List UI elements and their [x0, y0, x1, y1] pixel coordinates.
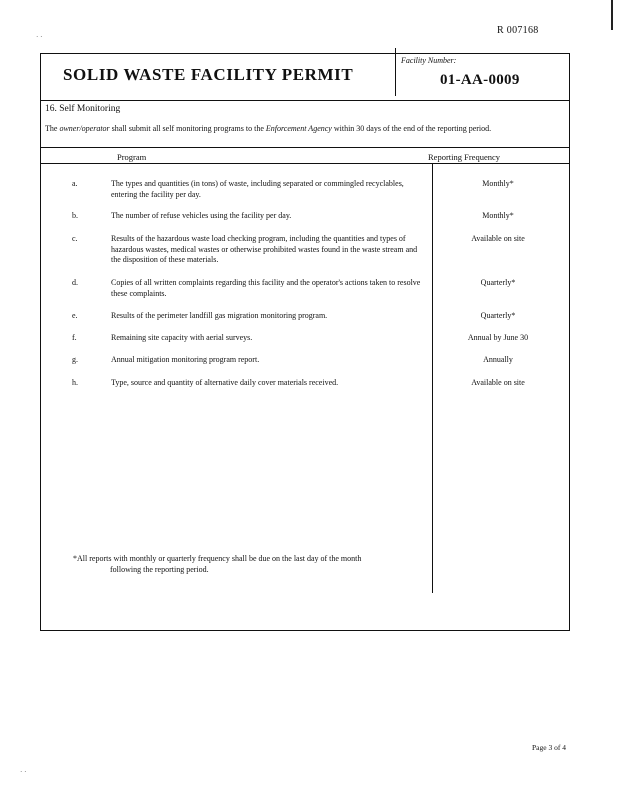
row-letter: b. — [72, 211, 78, 220]
row-program: The types and quantities (in tons) of waste, including separated or commingled recyclables, entering the facility per day. — [111, 179, 404, 199]
facility-number-label: Facility Number: — [401, 56, 457, 65]
row-frequency: Available on site — [471, 234, 525, 243]
scan-speck: · · — [36, 33, 43, 41]
row-program: Type, source and quantity of alternative daily cover materials received. — [111, 378, 339, 387]
row-program: Annual mitigation monitoring program report. — [111, 355, 260, 364]
page-number: Page 3 of 4 — [532, 743, 566, 752]
row-frequency: Quarterly* — [480, 311, 516, 320]
row-program: Results of the hazardous waste load checking program, including the quantities and types of hazardous wastes, medical wastes or otherwise prohibited wastes found in the waste stream and the disposition of these materials. — [111, 234, 418, 264]
row-letter: e. — [72, 311, 78, 320]
row-letter: c. — [72, 234, 78, 243]
row-frequency: Available on site — [471, 378, 525, 387]
page-title: SOLID WASTE FACILITY PERMIT — [63, 65, 354, 84]
footnote-line-1: *All reports with monthly or quarterly frequency shall be due on the last day of the month — [73, 554, 362, 563]
row-frequency: Monthly* — [482, 179, 514, 188]
row-program: Copies of all written complaints regarding this facility and the operator's actions taken to resolve these complaints. — [111, 278, 421, 298]
row-letter: d. — [72, 278, 78, 287]
column-header-frequency: Reporting Frequency — [428, 152, 500, 162]
footnote — [73, 553, 433, 575]
frame-right-border — [569, 101, 570, 631]
row-letter: g. — [72, 355, 78, 364]
intro-paragraph: The owner/operator shall submit all self monitoring programs to the Enforcement Agency within 30 days of the end of the reporting period. — [45, 124, 492, 133]
scan-edge-mark — [611, 0, 613, 30]
frame-bottom-border — [40, 630, 570, 631]
section-title: 16. Self Monitoring — [45, 104, 121, 114]
row-frequency: Quarterly* — [480, 278, 516, 287]
row-letter: f. — [72, 333, 77, 342]
row-letter: h. — [72, 378, 78, 387]
row-frequency: Monthly* — [482, 211, 514, 220]
row-program: Remaining site capacity with aerial surveys. — [111, 333, 253, 342]
row-frequency: Annual by June 30 — [467, 333, 529, 342]
header-divider — [395, 48, 396, 96]
footnote-line-2: following the reporting period. — [110, 565, 209, 574]
facility-number: 01-AA-0009 — [440, 72, 520, 88]
table-header-rule — [40, 163, 570, 164]
scan-speck: · · — [20, 768, 27, 776]
row-program: Results of the perimeter landfill gas migration monitoring program. — [111, 311, 328, 320]
table-top-rule — [40, 147, 570, 148]
row-program: The number of refuse vehicles using the facility per day. — [111, 211, 292, 220]
column-header-program: Program — [117, 152, 147, 162]
row-letter: a. — [72, 179, 78, 188]
document-number: R 007168 — [497, 25, 539, 36]
frame-left-border — [40, 101, 41, 631]
row-frequency: Annually — [483, 355, 513, 364]
